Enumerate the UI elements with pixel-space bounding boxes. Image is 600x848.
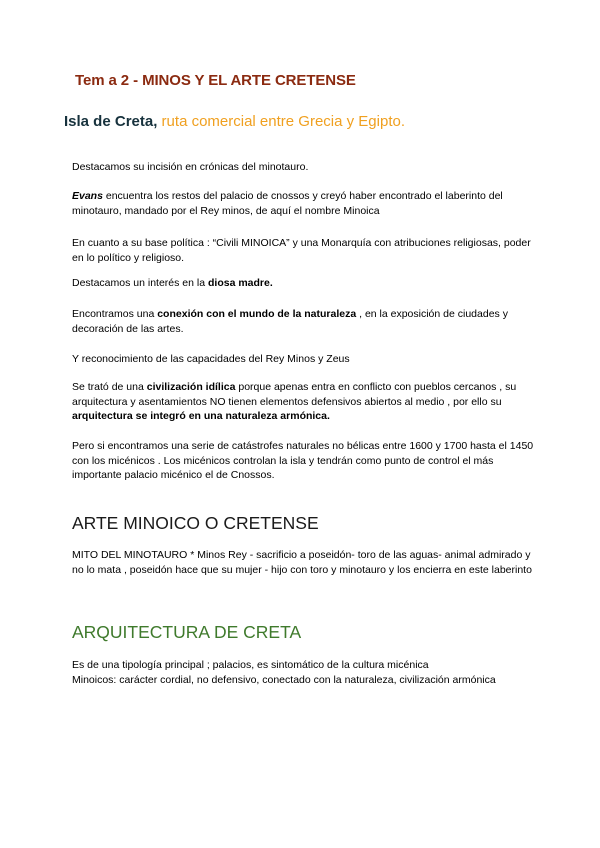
paragraph-nature-connection [72,307,542,336]
paragraph-incision: Destacamos su incisión en crónicas del minotauro. [72,161,309,173]
paragraph-minotaur-myth: MITO DEL MINOTAURO * Minos Rey - sacrificio a poseidón- toro de las aguas- animal admirado y no lo mata , poseidón hace que su mujer - hijo con toro y minotauro y los encierra en este laberinto [72,549,532,576]
evans-text: encuentra los restos del palacio de cnossos y creyó haber encontrado el laberinto del minotauro, mandado por el Rey minos, de aquí el nombre Minoica [72,190,503,217]
architecture-bold: arquitectura se integró en una naturaleza armónica. [72,410,330,422]
paragraph-catastrophes: Pero si encontramos una serie de catástrofes naturales no bélicas entre 1600 y 1700 hasta el 1450 con los micénicos . Los micénicos controlan la isla y tendrán como punto de control el más importante palacio micénico el de Cnossos. [72,440,534,481]
topic-title: Tem a 2 - MINOS Y EL ARTE CRETENSE [75,72,356,89]
nature-post: , en la exposición de ciudades y decoración de las artes. [72,308,508,335]
section-heading-arte: ARTE MINOICO O CRETENSE [72,513,319,533]
mother-goddess-pre: Destacamos un interés en la [72,277,208,289]
mother-goddess-bold: diosa madre. [208,277,273,289]
paragraph-mother-goddess [72,276,542,291]
island-name: Isla de Creta, [64,113,158,130]
paragraph-idyllic [72,380,542,424]
paragraph-architecture-2: Minoicos: carácter cordial, no defensivo, conectado con la naturaleza, civilización armónica [72,674,496,686]
paragraph-architecture-1: Es de una tipología principal ; palacios, es sintomático de la cultura micénica [72,659,429,671]
section-heading-arquitectura: ARQUITECTURA DE CRETA [72,622,302,642]
evans-name: Evans [72,190,103,202]
paragraph-recognition: Y reconocimiento de las capacidades del Rey Minos y Zeus [72,353,350,365]
paragraph-political-base: En cuanto a su base política : “Civili MINOICA” y una Monarquía con atribuciones religiosas, poder en lo político y religioso. [72,237,531,264]
idyllic-bold: civilización idílica [146,381,236,393]
island-subtitle [64,113,405,130]
nature-bold: conexión con el mundo de la naturaleza [157,308,357,320]
idyllic-pre: Se trató de una [72,381,147,393]
idyllic-mid: porque apenas entra en conflicto con pueblos cercanos , su arquitectura y asentamientos NO tienen elementos defensivos abiertos al medio , por ello su [72,381,517,408]
island-route: ruta comercial entre Grecia y Egipto. [157,113,405,130]
nature-pre: Encontramos una [72,308,158,320]
paragraph-evans [72,189,542,218]
